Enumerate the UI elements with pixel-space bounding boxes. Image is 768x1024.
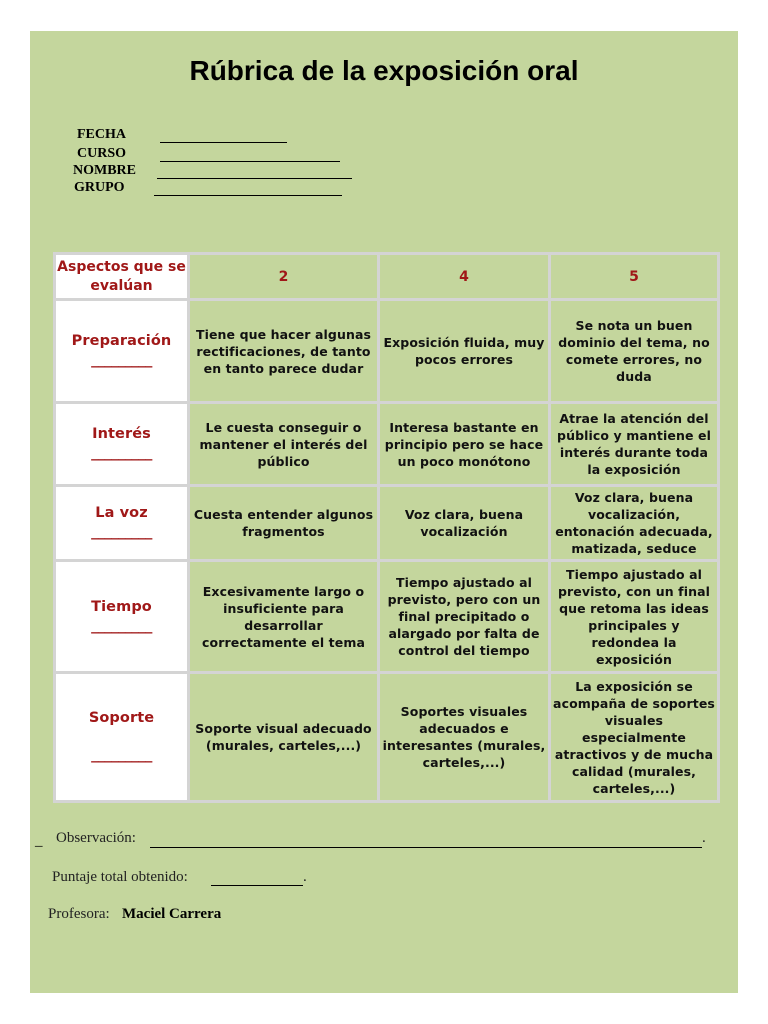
criterion-cell: Cuesta entender algunos fragmentos (190, 487, 377, 559)
criterion-cell: Exposición fluida, muy pocos errores (380, 301, 548, 401)
profesora-label: Profesora: (48, 906, 110, 922)
criterion-cell: Voz clara, buena vocalización, entonación adecuada, matizada, seduce (551, 487, 717, 559)
puntaje-end: . (303, 869, 307, 885)
aspect-cell (56, 301, 187, 401)
criterion-cell: Voz clara, buena vocalización (380, 487, 548, 559)
criterion-cell: Le cuesta conseguir o mantener el interés del público (190, 404, 377, 484)
table-row (56, 487, 717, 559)
aspect-blank-line: _________ (91, 445, 152, 461)
aspect-label: La voz (95, 505, 148, 521)
field-label-curso: CURSO (77, 146, 127, 161)
rubric-table (53, 252, 720, 803)
header-aspects: Aspectos que se evalúan (56, 255, 187, 298)
aspect-label: Tiempo (91, 598, 152, 615)
criterion-cell: Interesa bastante en principio pero se hace un poco monótono (380, 404, 548, 484)
student-info-fields (30, 31, 738, 231)
observacion-end: . (702, 830, 706, 846)
rubric-page (30, 31, 738, 993)
aspect-cell (56, 404, 187, 484)
criterion-cell: Se nota un buen dominio del tema, no comete errores, no duda (551, 301, 717, 401)
table-row (56, 404, 717, 484)
puntaje-line (211, 885, 303, 886)
aspect-blank-line: _________ (91, 352, 152, 368)
bullet-marker: _ (35, 833, 43, 849)
criterion-cell: Atrae la atención del público y mantiene el interés durante toda la exposición (551, 404, 717, 484)
field-label-fecha: FECHA (77, 127, 126, 142)
aspect-blank-line: _________ (91, 747, 152, 763)
aspect-label: Soporte (88, 710, 155, 726)
header-score-2: 2 (190, 255, 377, 298)
observacion-line (150, 847, 702, 848)
table-header-row (56, 255, 717, 298)
aspect-cell (56, 562, 187, 671)
field-label-grupo: GRUPO (74, 180, 125, 195)
aspect-label: Preparación (71, 333, 172, 349)
header-score-5: 5 (551, 255, 717, 298)
aspect-blank-line: _________ (91, 524, 152, 540)
field-line-grupo (154, 195, 342, 196)
aspect-blank-line: _________ (91, 617, 152, 634)
aspect-cell (56, 674, 187, 800)
header-score-4: 4 (380, 255, 548, 298)
profesora-name: Maciel Carrera (122, 906, 222, 922)
field-line-nombre (157, 178, 352, 179)
aspect-cell (56, 487, 187, 559)
criterion-cell: Excesivamente largo o insuficiente para desarrollar correctamente el tema (190, 562, 377, 671)
aspect-label: Interés (92, 426, 151, 442)
table-row (56, 301, 717, 401)
field-line-curso (160, 161, 340, 162)
table-row (56, 674, 717, 800)
criterion-cell: Tiene que hacer algunas rectificaciones, de tanto en tanto parece dudar (190, 301, 377, 401)
page-title: Rúbrica de la exposición oral (189, 55, 579, 86)
criterion-cell: Soportes visuales adecuados e interesantes (murales, carteles,...) (380, 674, 548, 800)
criterion-cell: Soporte visual adecuado (murales, carteles,...) (190, 674, 377, 800)
table-row (56, 562, 717, 671)
puntaje-label: Puntaje total obtenido: (52, 869, 188, 885)
criterion-cell: La exposición se acompaña de soportes visuales especialmente atractivos y de mucha calidad (murales, carteles,...) (551, 674, 717, 800)
criterion-cell: Tiempo ajustado al previsto, con un final que retoma las ideas principales y redondea la exposición (551, 562, 717, 671)
observacion-label: Observación: (56, 830, 136, 846)
field-line-fecha (160, 142, 287, 143)
field-label-nombre: NOMBRE (73, 163, 136, 178)
criterion-cell: Tiempo ajustado al previsto, pero con un final precipitado o alargado por falta de control del tiempo (380, 562, 548, 671)
